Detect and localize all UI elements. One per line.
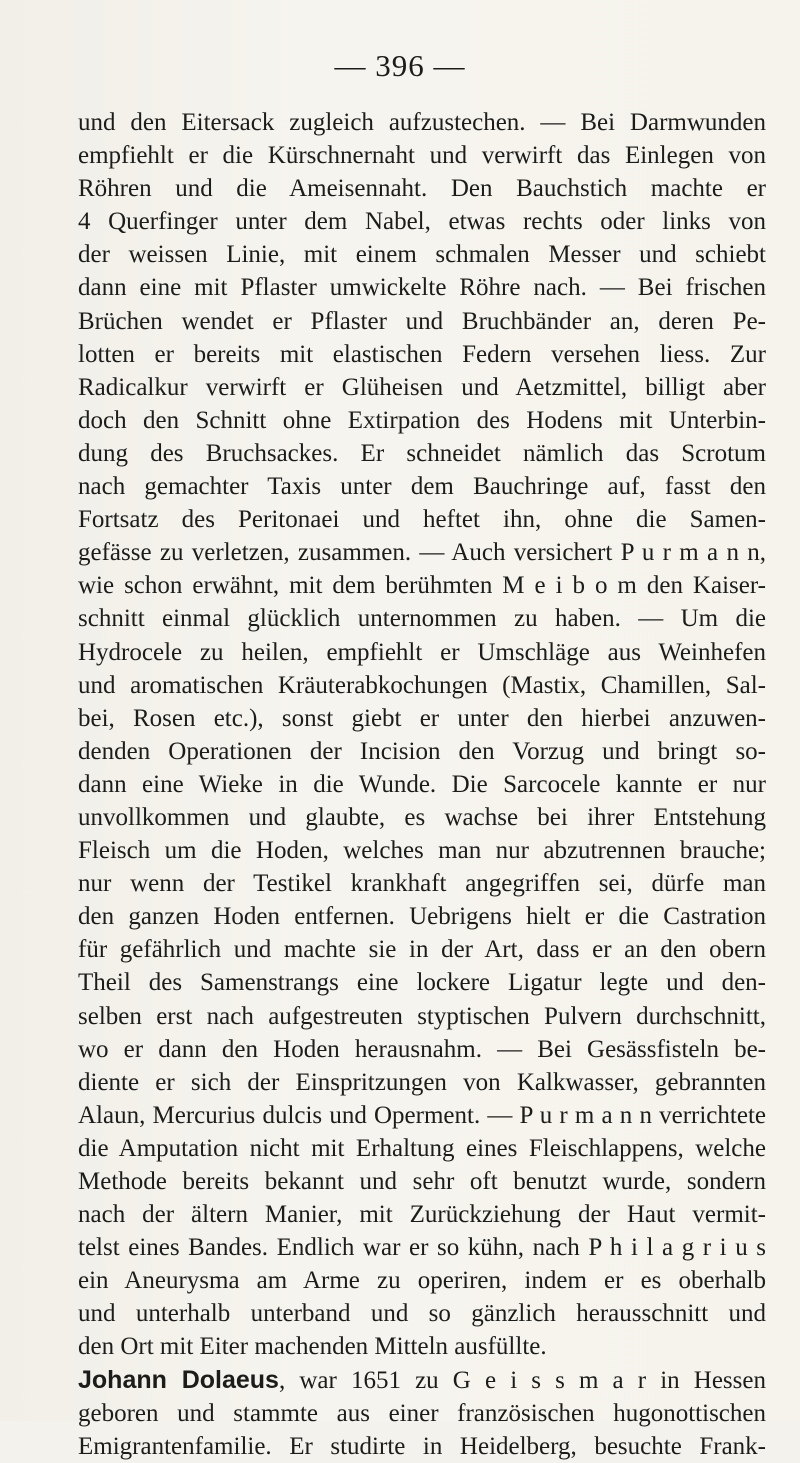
text-line: nach gemachter Taxis unter dem Bauchringe auf, fasst den bbox=[78, 473, 766, 501]
text-line: Hydrocele zu heilen, empfiehlt er Umschläge aus Weinhefen bbox=[78, 638, 766, 666]
bio-first-line bbox=[78, 1364, 766, 1397]
text-line: Radicalkur verwirft er Glüheisen und Aetzmittel, billigt aber bbox=[78, 373, 766, 401]
text-line: Fortsatz des Peritonaei und heftet ihn, ohne die Samen- bbox=[78, 506, 766, 534]
bio-line-rest: , war 1651 zu G e i s s m a r in Hessen bbox=[278, 1366, 766, 1394]
text-line: und den Eitersack zugleich aufzustechen. — Bei Darmwunden bbox=[78, 109, 766, 136]
text-line: Röhren und die Ameisennaht. Den Bauchstich machte er bbox=[78, 175, 766, 203]
text-line: den ganzen Hoden entfernen. Uebrigens hielt er die Castration bbox=[78, 903, 766, 931]
text-line: nach der ältern Manier, mit Zurückziehung der Haut vermit- bbox=[78, 1201, 766, 1229]
body-text bbox=[78, 106, 766, 1463]
page-number: — 396 — bbox=[334, 48, 466, 83]
text-line: dann eine Wieke in die Wunde. Die Sarcocele kannte er nur bbox=[78, 770, 766, 798]
text-line: nur wenn der Testikel krankhaft angegriffen sei, dürfe man bbox=[78, 870, 766, 898]
text-line: Emigrantenfamilie. Er studirte in Heidelberg, besuchte Frank- bbox=[78, 1432, 766, 1460]
text-line: Theil des Samenstrangs eine lockere Ligatur legte und den- bbox=[78, 969, 766, 997]
text-line: Alaun, Mercurius dulcis und Operment. — P u r m a n n verrichtete bbox=[78, 1101, 766, 1129]
text-line: für gefährlich und machte sie in der Art, dass er an den obern bbox=[78, 936, 766, 964]
text-line: unvollkommen und glaubte, es wachse bei ihrer Entstehung bbox=[78, 803, 766, 831]
text-line: schnitt einmal glücklich unternommen zu haben. — Um die bbox=[78, 605, 766, 633]
text-line: der weissen Linie, mit einem schmalen Messer und schiebt bbox=[78, 241, 766, 269]
text-line: wo er dann den Hoden herausnahm. — Bei Gesässfisteln be- bbox=[78, 1035, 766, 1063]
text-line: dung des Bruchsackes. Er schneidet nämlich das Scrotum bbox=[78, 439, 766, 467]
text-line: lotten er bereits mit elastischen Federn versehen liess. Zur bbox=[78, 340, 766, 368]
text-line: Brüchen wendet er Pflaster und Bruchbänder an, deren Pe- bbox=[78, 307, 766, 335]
text-line: die Amputation nicht mit Erhaltung eines Fleischlappens, welche bbox=[78, 1134, 766, 1162]
text-line: Methode bereits bekannt und sehr oft benutzt wurde, sondern bbox=[78, 1168, 766, 1195]
text-line: und unterhalb unterband und so gänzlich herausschnitt und bbox=[78, 1300, 766, 1328]
text-line: empfiehlt er die Kürschnernaht und verwirft das Einlegen von bbox=[78, 142, 766, 170]
text-line: doch den Schnitt ohne Extirpation des Hodens mit Unterbin- bbox=[78, 406, 766, 434]
text-line: wie schon erwähnt, mit dem berühmten M e i b o m den Kaiser- bbox=[78, 572, 766, 600]
text-line: ein Aneurysma am Arme zu operiren, indem er es oberhalb bbox=[78, 1267, 766, 1295]
text-line: diente er sich der Einspritzungen von Kalkwasser, gebrannten bbox=[78, 1068, 766, 1096]
text-line: und aromatischen Kräuterabkochungen (Mastix, Chamillen, Sal- bbox=[78, 671, 766, 699]
text-line: geboren und stammte aus einer französischen hugonottischen bbox=[78, 1399, 766, 1427]
text-line: telst eines Bandes. Endlich war er so kühn, nach P h i l a g r i u s bbox=[78, 1234, 766, 1262]
text-line: bei, Rosen etc.), sonst giebt er unter den hierbei anzuwen- bbox=[78, 704, 766, 732]
person-name: Johann Dolaeus bbox=[78, 1365, 279, 1394]
text-line: denden Operationen der Incision den Vorzug und bringt so- bbox=[78, 737, 766, 765]
text-line: den Ort mit Eiter machenden Mitteln ausfüllte. bbox=[78, 1333, 547, 1361]
text-line: Fleisch um die Hoden, welches man nur abzutrennen brauche; bbox=[78, 837, 766, 865]
text-line: selben erst nach aufgestreuten styptischen Pulvern durchschnitt, bbox=[78, 1002, 766, 1030]
text-line: 4 Querfinger unter dem Nabel, etwas rechts oder links von bbox=[78, 208, 766, 236]
text-line: dann eine mit Pflaster umwickelte Röhre nach. — Bei frischen bbox=[78, 274, 766, 302]
text-line: gefässe zu verletzen, zusammen. — Auch versichert P u r m a n n, bbox=[78, 539, 766, 567]
